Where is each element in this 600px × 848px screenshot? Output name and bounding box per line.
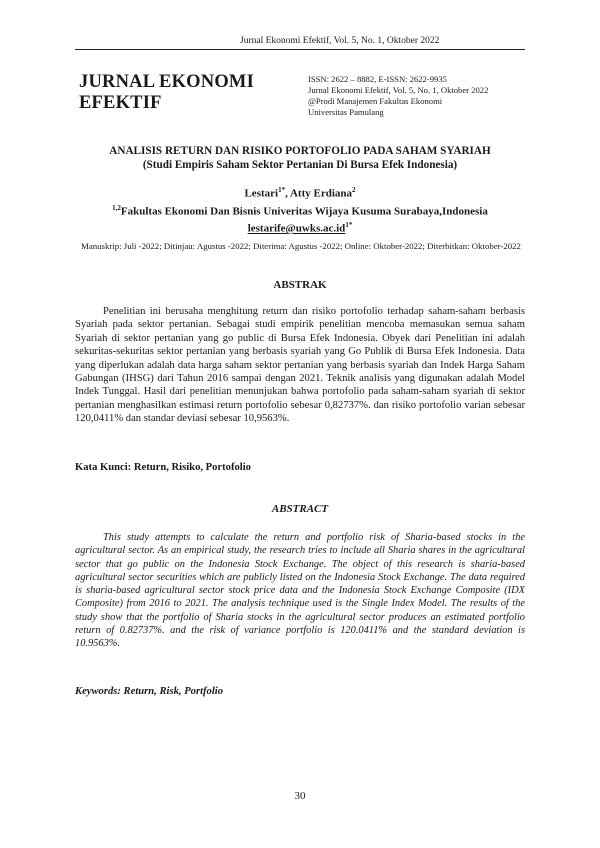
affiliation-text: Fakultas Ekonomi Dan Bisnis Univeritas Wijaya Kusuma Surabaya,Indonesia [120, 205, 488, 218]
abstrak-body [75, 305, 525, 426]
abstract-heading: ABSTRACT [271, 503, 329, 515]
paper-title-block [60, 145, 540, 172]
email-line [60, 218, 540, 236]
paper-subtitle: (Studi Empiris Saham Sektor Pertanian Di Bursa Efek Indonesia) [142, 158, 458, 171]
header-divider [75, 49, 525, 50]
author-block [60, 183, 540, 236]
paper-title: ANALISIS RETURN DAN RISIKO PORTOFOLIO PADA SAHAM SYARIAH [109, 145, 491, 157]
running-header: Jurnal Ekonomi Efektif, Vol. 5, No. 1, Oktober 2022 [240, 36, 440, 46]
author-separator: , [285, 187, 290, 200]
affiliation-marker: 1,2 [112, 203, 121, 212]
author-names [60, 183, 540, 201]
volume-line: Jurnal Ekonomi Efektif, Vol. 5, No. 1, Oktober 2022 [308, 85, 489, 95]
university-line: Universitas Pamulang [308, 107, 384, 117]
abstrak-heading: ABSTRAK [273, 279, 327, 291]
journal-title-line-2: EFEKTIF [79, 93, 162, 113]
email-marker: 1* [345, 221, 353, 230]
author-email-link[interactable]: lestarife@uwks.ac.id [247, 222, 346, 235]
journal-title [79, 72, 279, 114]
issn-line: ISSN: 2622 – 8882, E-ISSN: 2622-9935 [308, 74, 447, 84]
publisher-line: @Prodi Manajemen Fakultas Ekonomi [308, 96, 443, 106]
page-number: 30 [294, 790, 306, 802]
author-2-marker: 2 [352, 186, 356, 194]
manuscript-dates: Manuskrip: Juli -2022; Ditinjau: Agustus -2022; Diterima: Agustus -2022; Online: Oktober-2022; Diterbitkan: Oktober-2022 [81, 241, 521, 251]
abstract-body [75, 531, 525, 651]
author-1: Lestari [244, 187, 279, 200]
issn-block [308, 74, 538, 118]
abstract-text: This study attempts to calculate the return and portfolio risk of Sharia-based stocks in the agricultural sector. As an empirical study, the research tries to include all Sharia shares in the agricultural sector that go public on the Indonesia Stock Exchange. The object of this research is sharia-based agricultural sector securities which are publicly listed on the Indonesia Stock Exchange. The data required is sharia-based agricultural sector stock price data and the Indonesia Stock Exchange Composite (IDX Composite) from 2016 to 2021. The analysis technique used is the Single Index Model. The results of the study show that the portfolio of Sharia stocks in the agricultural sector produces an estimated portfolio return of 0.82737%. and the risk of variance portfolio is 120.0411% and the standard deviation is 10.9563%. [75, 532, 525, 650]
affiliation [60, 201, 540, 219]
keywords-en: Keywords: Return, Risk, Portfolio [75, 686, 224, 697]
kata-kunci: Kata Kunci: Return, Risiko, Portofolio [75, 462, 251, 473]
author-1-marker: 1* [278, 186, 286, 194]
journal-title-line-1: JURNAL EKONOMI [79, 72, 254, 92]
author-2: Atty Erdiana [289, 187, 353, 200]
abstrak-text: Penelitian ini berusaha menghitung return dan risiko portofolio terhadap saham-saham berbasis Syariah pada sektor pertanian. Sebagai studi empirik penelitian mencoba memasukan semua saham Syariah di sektor pertanian yang go public di Bursa Efek Indonesia. Obyek dari Penelitian ini adalah sekuritas-sekuritas sektor pertanian yang berbasis syariah yang Go Publik di Bursa Efek Indonesia. Data yang diperlukan adalah data harga saham sektor pertanian yang berbasis syariah dan Indek Harga Saham Gabungan (IHSG) dari Tahun 2016 sampai dengan 2021. Teknik analisis yang digunakan adalah Model Indek Tunggal. Hasil dari penelitian menunjukan bahwa portofolio pada saham-saham syariah di sektor pertanian menghasilkan estimasi return portofolio sebesar 0,82737%. dan risiko portofolio varian sebesar 120,0411% dan standar deviasi sebesar 10,9563%. [75, 306, 525, 425]
